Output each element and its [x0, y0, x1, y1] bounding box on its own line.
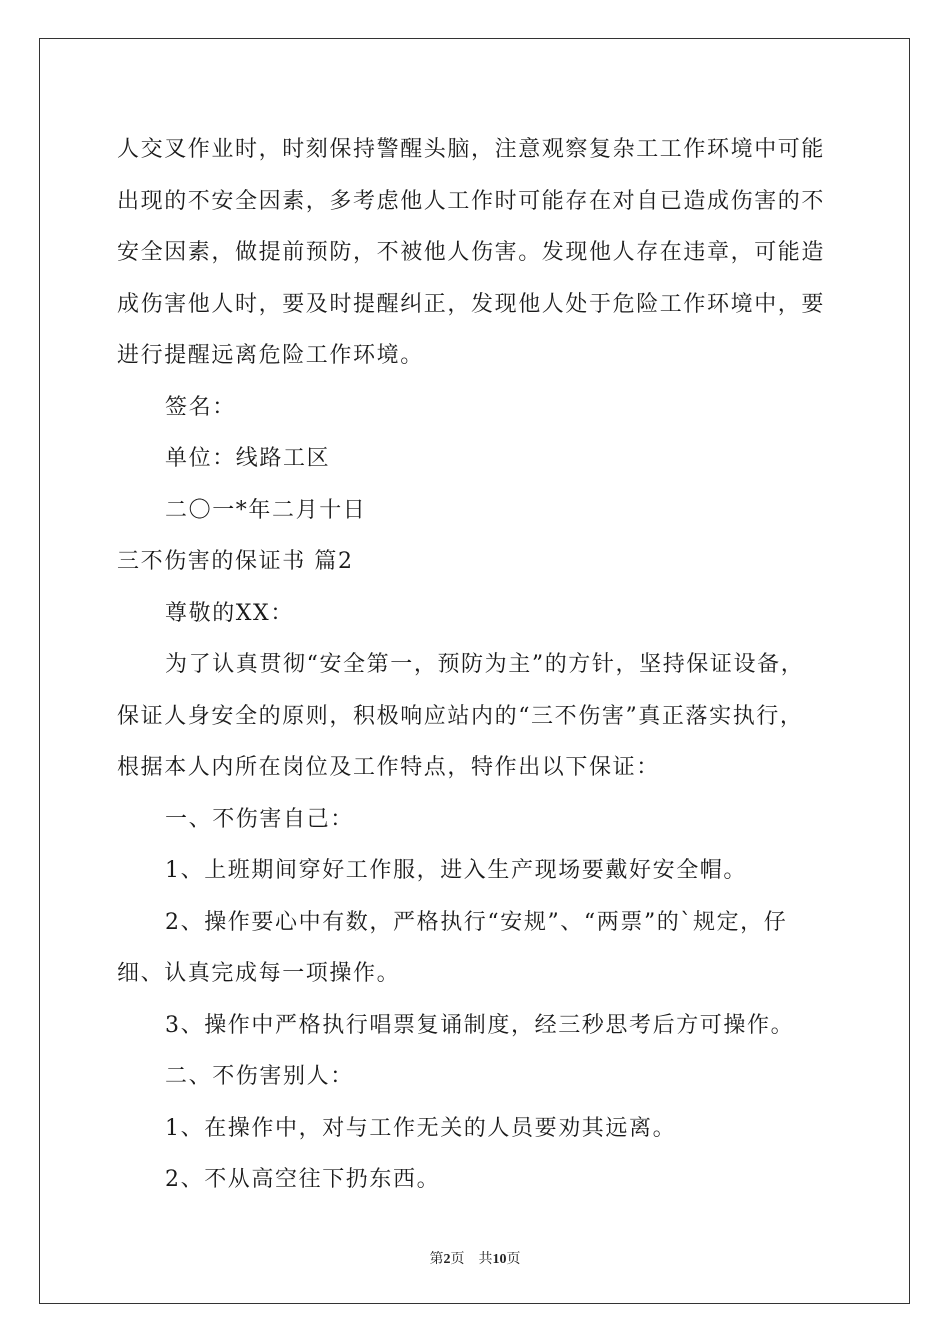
total-suffix: 页 [506, 1252, 521, 1267]
text-line: 2、操作要心中有数，严格执行“安规”、“两票”的`规定，仔 [165, 909, 788, 935]
page-footer [0, 1248, 950, 1268]
text-line: 出现的不安全因素，多考虑他人工作时可能存在对自已造成伤害的不 [117, 188, 826, 214]
text-line: 2、不从高空往下扔东西。 [165, 1167, 441, 1192]
text-line: 签名： [165, 394, 236, 420]
text-line: 二〇一*年二月十日 [165, 497, 367, 523]
text-line: 为了认真贯彻“安全第一，预防为主”的方针，坚持保证设备， [165, 652, 805, 677]
text-line: 进行提醒远离危险工作环境。 [117, 343, 424, 368]
text-line: 成伤害他人时，要及时提醒纠正，发现他人处于危险工作环境中，要 [117, 291, 826, 317]
text-line: 二、不伤害别人： [165, 1064, 354, 1089]
text-line: 细、认真完成每一项操作。 [117, 961, 401, 986]
total-pages: 10 [492, 1252, 507, 1267]
total-prefix: 共 [478, 1252, 493, 1267]
page-prefix: 第 [429, 1252, 444, 1267]
text-line: 尊敬的XX： [165, 600, 294, 626]
text-line: 1、在操作中，对与工作无关的人员要劝其远离。 [165, 1115, 677, 1141]
text-line: 1、上班期间穿好工作服，进入生产现场要戴好安全帽。 [165, 858, 747, 883]
text-line: 安全因素，做提前预防，不被他人伤害。发现他人存在违章，可能造 [117, 240, 826, 265]
page-suffix: 页 [450, 1252, 465, 1267]
text-line: 3、操作中严格执行唱票复诵制度，经三秒思考后方可操作。 [165, 1012, 795, 1038]
text-line: 人交叉作业时，时刻保持警醒头脑，注意观察复杂工工作环境中可能 [117, 137, 826, 162]
text-line: 一、不伤害自己： [165, 806, 354, 832]
document-body [117, 128, 837, 1210]
text-line: 三不伤害的保证书 篇2 [117, 549, 354, 574]
text-line: 单位：线路工区 [165, 446, 331, 471]
page-number: 2 [443, 1252, 451, 1267]
text-line: 根据本人内所在岗位及工作特点，特作出以下保证： [117, 755, 660, 780]
text-line: 保证人身安全的原则，积极响应站内的“三不伤害”真正落实执行， [117, 703, 804, 729]
